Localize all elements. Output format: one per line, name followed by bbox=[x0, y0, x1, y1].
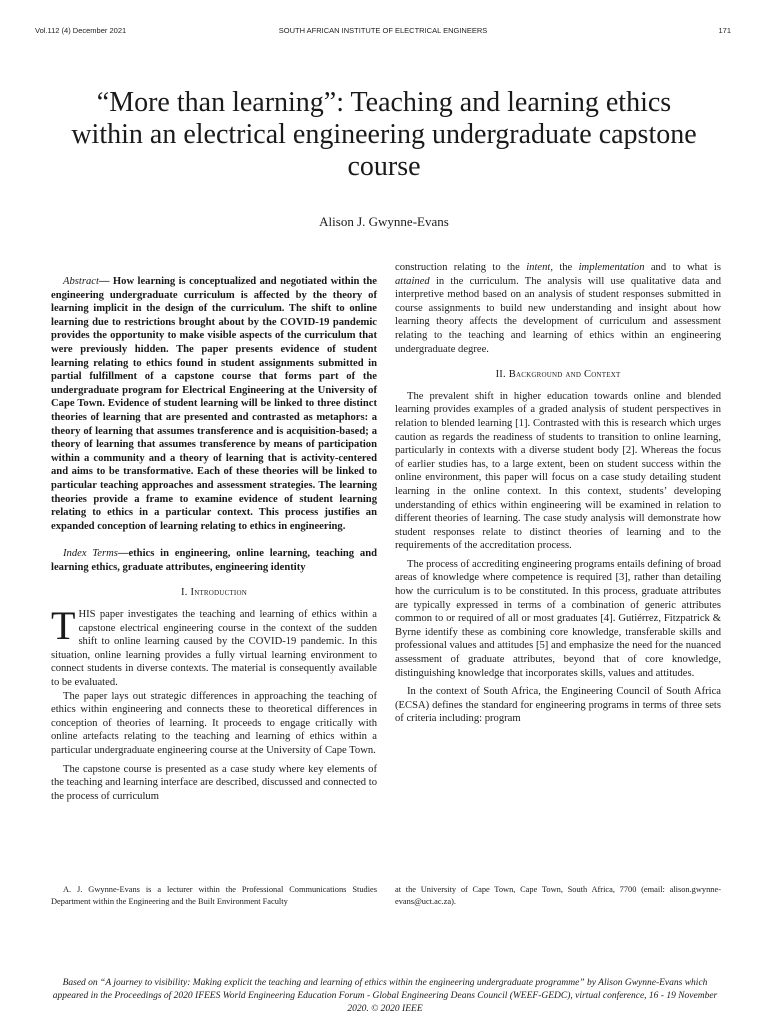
drop-cap: T bbox=[51, 603, 76, 649]
author-name: Alison J. Gwynne-Evans bbox=[319, 214, 449, 229]
index-terms-label: Index Terms bbox=[63, 548, 118, 560]
cont-text-d: in the curriculum. The analysis will use qualitative data and interpretive method based on an analysis of student responses submitted in course assignments to build new understanding and insight about how learning theory affects the development of curriculum and assessment relating to the teaching and learning of ethics within an engineering undergraduate degree. bbox=[395, 275, 721, 355]
cont-intent: intent bbox=[526, 262, 551, 273]
cont-text-c: and to what is bbox=[644, 262, 721, 273]
intro-paragraph-1-text: HIS paper investigates the teaching and learning of ethics within a capstone electrical engineering course in the context of the sudden shift to online learning caused by the COVID-19 pandemic. In this situation, online learning provides a fully virtual learning environment to connect students in diverse contexts. The material is consequently available to be evaluated. bbox=[51, 609, 377, 689]
intro-paragraph-2: The paper lays out strategic differences in approaching the teaching of ethics within engineering and connects these to theoretical differences in conception of theories of learning. It proceeds to engage critically with online artefacts relating to the teaching and learning of ethics within a particular undergraduate engineering course at the University of Cape Town. bbox=[51, 690, 377, 756]
author-footnote-left: A. J. Gwynne-Evans is a lecturer within the Professional Communications Studies Department within the Engineering and the Built Environment Faculty bbox=[51, 885, 377, 906]
cont-attained: attained bbox=[395, 275, 430, 287]
abstract-label: Abstract bbox=[63, 276, 99, 287]
publication-note: Based on “A journey to visibility: Making explicit the teaching and learning of ethics within the engineering undergraduate programme” by Alison Gwynne-Evans which appeared in the Proceedings of 2020 IFEES World Engineering Education Forum - Global Engineering Deans Council (WEEF-GEDC), virtual conference, 16 - 19 November 2020. © 2020 IEEE bbox=[52, 978, 718, 1015]
page-number: 171 bbox=[718, 26, 731, 35]
intro-paragraph-1 bbox=[51, 603, 377, 690]
journal-volume: Vol.112 (4) December 2021 bbox=[35, 26, 127, 35]
paper-title: “More than learning”: Teaching and learning ethics within an electrical engineering undergraduate capstone course bbox=[71, 87, 697, 182]
right-column bbox=[395, 261, 721, 726]
running-header bbox=[35, 26, 731, 38]
cont-implementation: implementation bbox=[578, 262, 645, 273]
journal-name: SOUTH AFRICAN INSTITUTE OF ELECTRICAL ENGINEERS bbox=[278, 26, 488, 35]
cont-text-a: construction relating to the bbox=[395, 262, 527, 273]
author-footnote-right: at the University of Cape Town, Cape Town, South Africa, 7700 (email: alison.gwynne-evans@uct.ac.za). bbox=[395, 885, 721, 906]
background-paragraph-2: The process of accrediting engineering programs entails defining of broad areas of knowledge where competence is required [3], rather than detailing how the curriculum is to be constituted. In this process, graduate attributes are typically expressed in terms of a combination of generic attributes common to or required of all or most graduates [4]. Gutiérrez, Fitzpatrick & Byrne identify these as combining core knowledge, transferable skills and professional values and attitudes [5] and emphasize the need for the nuanced assessment of graduate attributes, beyond that of core knowledge, distinguishing knowledge that incorporates skills, values and attitudes. bbox=[395, 558, 721, 679]
abstract bbox=[51, 275, 377, 533]
index-terms bbox=[51, 547, 377, 574]
index-terms-text: —ethics in engineering, online learning, teaching and learning ethics, graduate attributes, engineering identity bbox=[51, 548, 377, 573]
cont-text-b: , the bbox=[550, 262, 579, 273]
background-paragraph-3: In the context of South Africa, the Engineering Council of South Africa (ECSA) defines the standard for engineering programs in terms of three sets of criteria including: program bbox=[395, 686, 721, 725]
continued-paragraph bbox=[395, 261, 721, 356]
section-heading-introduction: I. Introduction bbox=[181, 587, 247, 599]
intro-paragraph-3: The capstone course is presented as a case study where key elements of the teaching and learning interface are described, discussed and connected to the process of curriculum bbox=[51, 763, 377, 802]
left-column bbox=[51, 275, 377, 803]
section-heading-background: II. Background and Context bbox=[495, 369, 621, 381]
abstract-text: — How learning is conceptualized and negotiated within the engineering undergraduate curriculum is affected by the theory of learning implicit in the design of the curriculum. The shift to online learning due to restrictions brought about by the COVID-19 pandemic provides the opportunity to make visible aspects of the curriculum that were previously hidden. The paper presents evidence of student learning relating to ethics found in student assignments submitted in partial fulfillment of a capstone course that forms part of the undergraduate program for Electrical Engineering at the University of Cape Town. Evidence of student learning will be linked to three distinct theories of learning that are presented and contrasted as metaphors: a theory of learning that assumes transference and is acquisition-based; a theory of learning that assumes transference by means of participation within a community and a theory of learning that is activity-centered and aims to be transformative. Each of these theories will be linked to particular teaching approaches and assessment strategies. The learning theories provide a frame to examine evidence of student learning relating to ethics in a particular context. This process justifies an expanded conception of learning relating to ethics in engineering. bbox=[51, 276, 377, 532]
background-paragraph-1: The prevalent shift in higher education towards online and blended learning provides examples of a graded analysis of student perspectives in relation to blended learning [1]. Contrasted with this is research which urges caution as regards the readiness of students to transition to online learning, particularly in contexts with a diverse student body [2]. Whereas the focus of earlier studies has, to a large extent, been on student success within the online environment, this paper will focus on a case study detailing student learning in the online context. In this context, students’ developing understanding of ethics within engineering will be examined in relation to different theories of learning. The case study analysis will demonstrate how student responses relate to distinct theories of learning and to the requirements of the accreditation process. bbox=[395, 390, 721, 552]
